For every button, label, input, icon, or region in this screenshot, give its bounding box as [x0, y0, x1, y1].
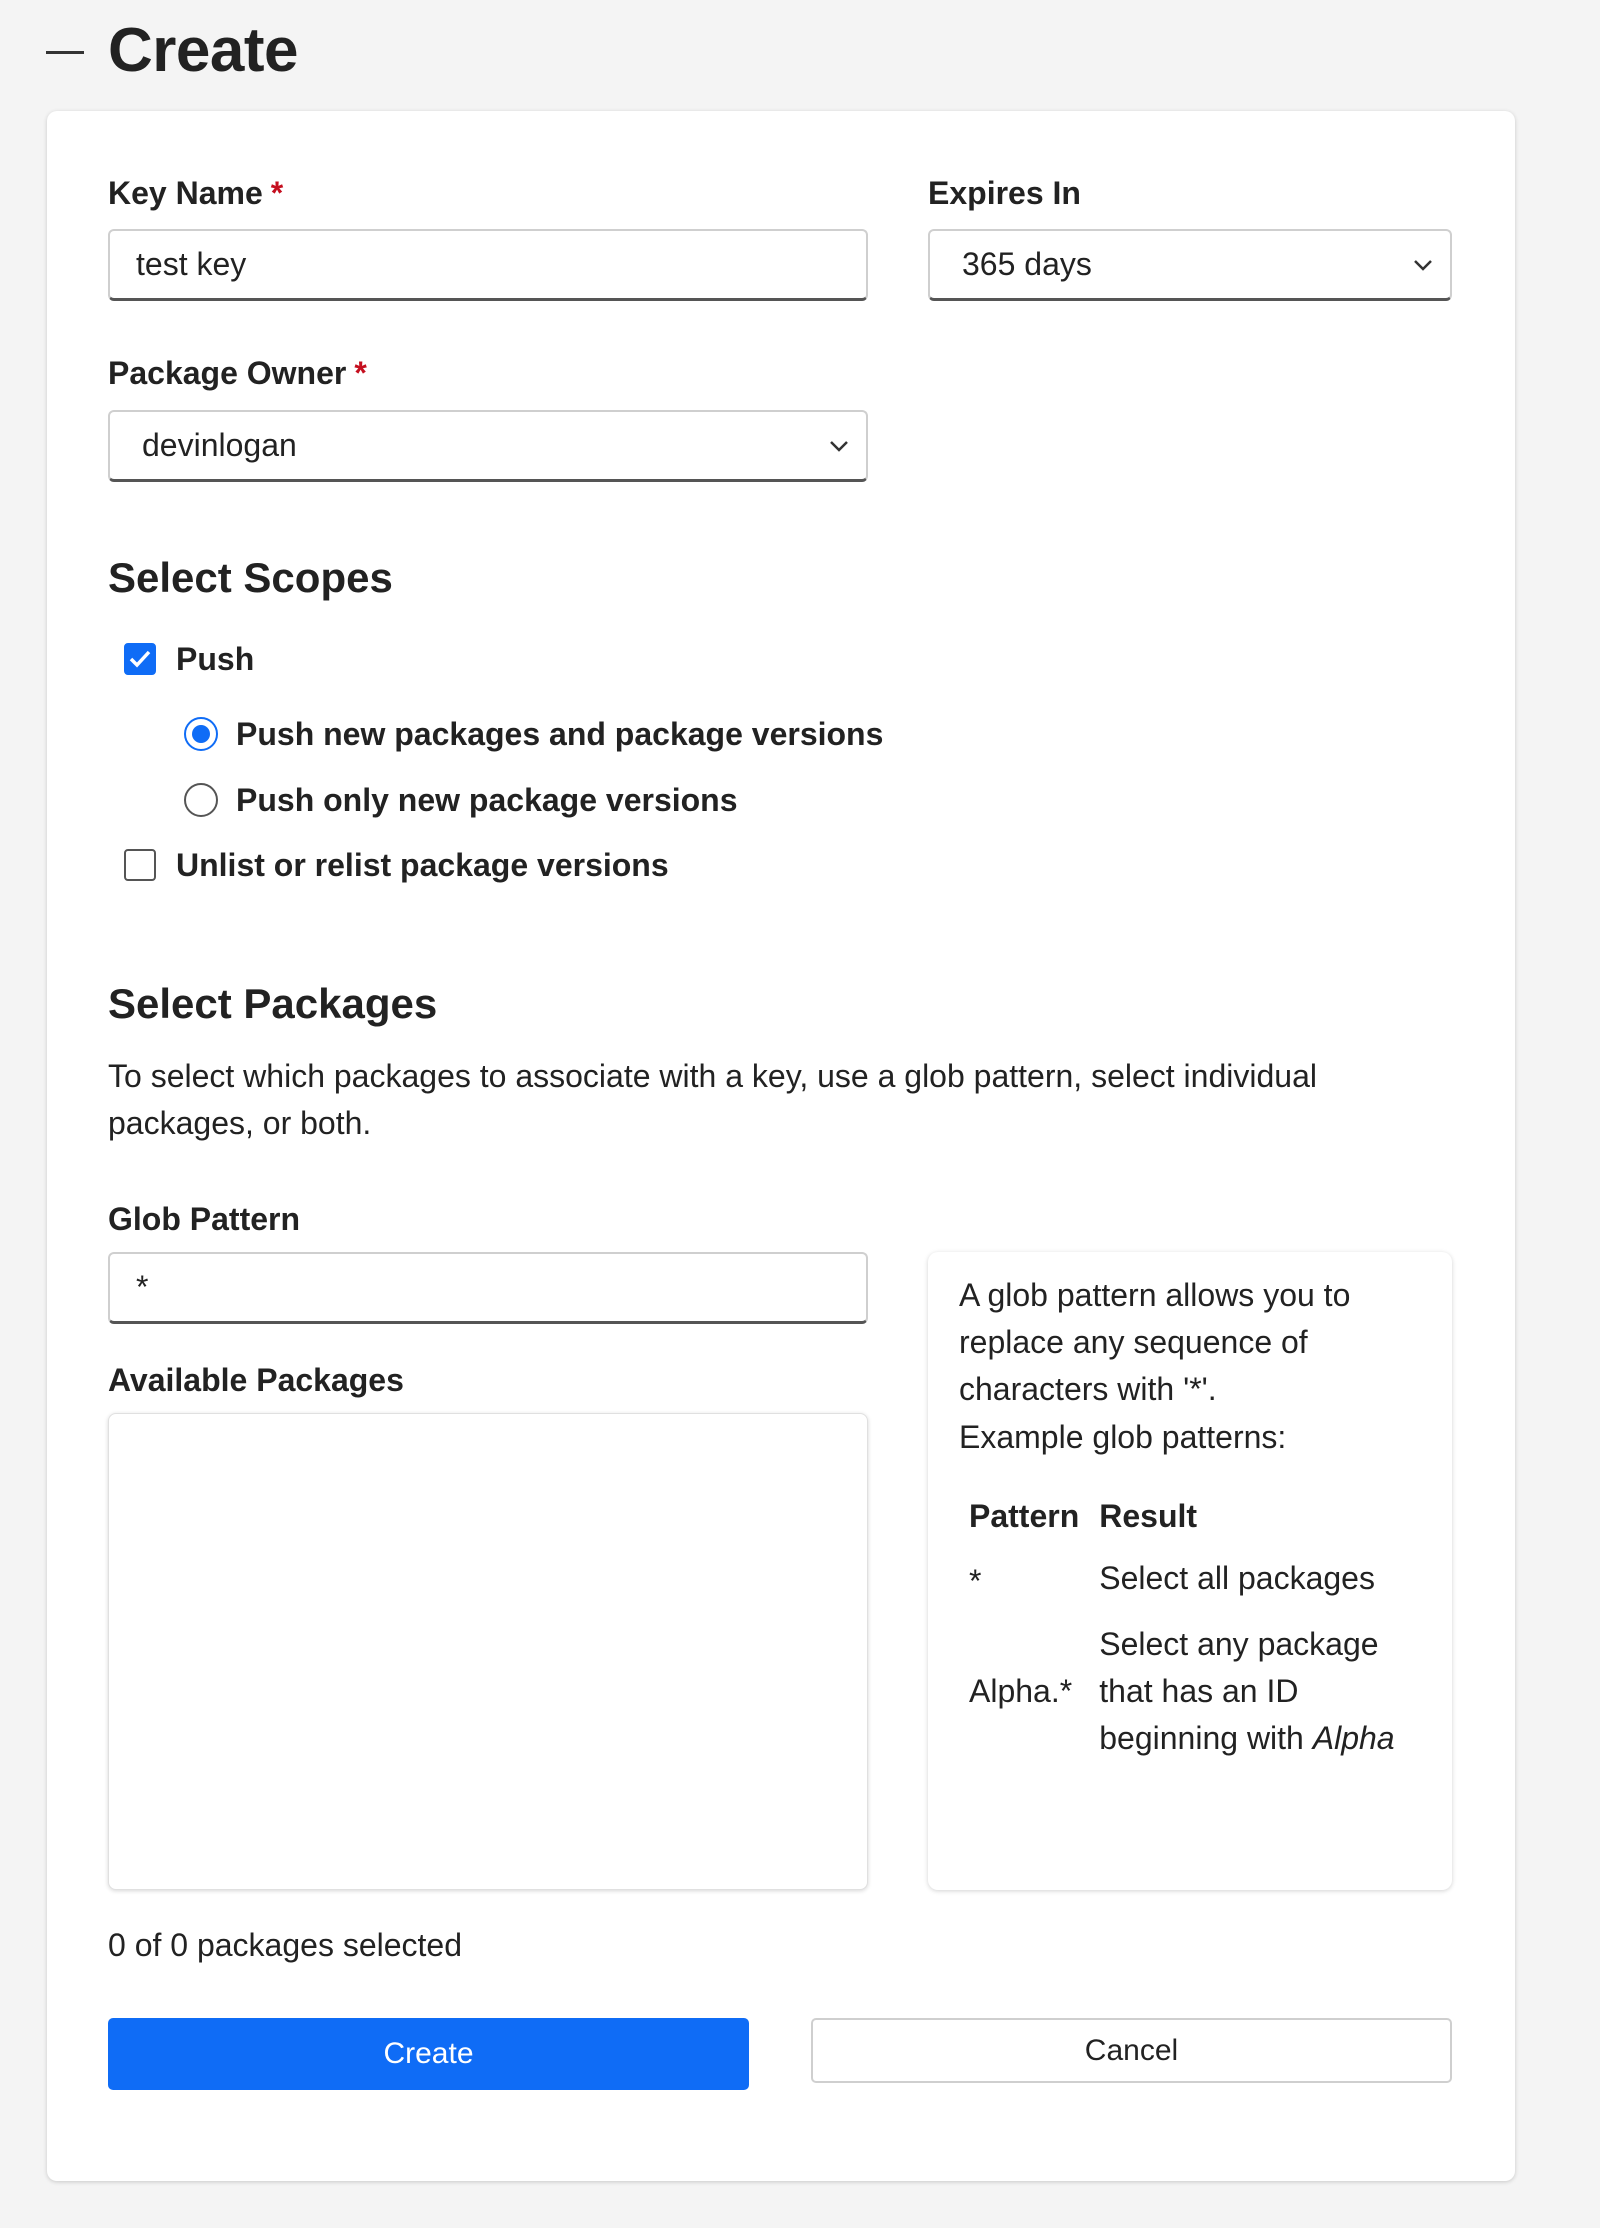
table-row	[959, 1544, 1429, 1613]
page-header	[46, 0, 298, 100]
package-owner-value: devinlogan	[142, 427, 297, 463]
unlist-label: Unlist or relist package versions	[176, 846, 669, 883]
select-scopes-title: Select Scopes	[108, 554, 393, 601]
table-header-row	[959, 1488, 1429, 1544]
table-header-result: Result	[1099, 1497, 1198, 1534]
available-packages-list[interactable]	[108, 1413, 868, 1890]
radio-push-only-new-versions-label: Push only new package versions	[236, 781, 738, 818]
key-name-label	[108, 175, 283, 212]
available-packages-label: Available Packages	[108, 1362, 404, 1398]
package-owner-label-text: Package Owner	[108, 355, 347, 391]
create-button[interactable]: Create	[108, 2018, 749, 2090]
radio-push-new-packages-row[interactable]	[184, 714, 883, 754]
glob-help-examples-label: Example glob patterns:	[959, 1419, 1287, 1455]
create-key-form-card	[47, 111, 1515, 2181]
key-name-label-text: Key Name	[108, 175, 263, 211]
table-header-pattern: Pattern	[969, 1497, 1080, 1534]
page-title: Create	[108, 15, 298, 85]
glob-pattern-label: Glob Pattern	[108, 1201, 301, 1237]
table-cell-result: Select all packages	[1099, 1560, 1375, 1596]
unlist-checkbox[interactable]	[124, 849, 156, 881]
glob-pattern-value: *	[136, 1269, 149, 1305]
table-cell-pattern: Alpha.*	[969, 1673, 1073, 1709]
push-checkbox[interactable]	[124, 643, 156, 675]
expires-in-select[interactable]	[928, 229, 1452, 301]
table-cell-result-emphasis: Alpha	[1312, 1720, 1395, 1756]
table-cell-result-text: Select any package that has an ID beginning with	[1099, 1626, 1379, 1756]
select-packages-title: Select Packages	[108, 980, 438, 1027]
unlist-checkbox-row[interactable]	[124, 845, 669, 885]
glob-help-box	[928, 1252, 1452, 1890]
package-owner-label	[108, 355, 367, 392]
package-owner-select[interactable]	[108, 410, 868, 482]
glob-pattern-input[interactable]	[108, 1252, 868, 1324]
required-mark: *	[354, 355, 367, 391]
expires-in-label: Expires In	[928, 175, 1081, 211]
chevron-down-icon	[828, 439, 850, 453]
key-name-value: test key	[136, 246, 247, 282]
table-cell-pattern: *	[969, 1563, 982, 1599]
radio-push-new-packages[interactable]	[184, 717, 218, 751]
radio-push-only-new-versions[interactable]	[184, 783, 218, 817]
push-checkbox-row[interactable]	[124, 639, 254, 679]
table-row	[959, 1613, 1429, 1770]
radio-push-only-new-versions-row[interactable]	[184, 780, 738, 820]
collapse-icon[interactable]	[46, 51, 84, 54]
select-packages-description: To select which packages to associate with a key, use a glob pattern, select individual packages, or both.	[108, 1058, 1317, 1141]
chevron-down-icon	[1412, 258, 1434, 272]
expires-in-value: 365 days	[962, 246, 1092, 282]
table-cell-result	[1089, 1613, 1429, 1770]
packages-selected-count: 0 of 0 packages selected	[108, 1927, 463, 1963]
required-mark: *	[270, 175, 284, 211]
push-label: Push	[176, 640, 255, 677]
glob-examples-table	[959, 1488, 1429, 1770]
glob-help-intro: A glob pattern allows you to replace any sequence of characters with '*'.	[959, 1277, 1351, 1407]
radio-push-new-packages-label: Push new packages and package versions	[236, 715, 884, 752]
cancel-button[interactable]: Cancel	[811, 2018, 1452, 2083]
key-name-input[interactable]	[108, 229, 868, 301]
